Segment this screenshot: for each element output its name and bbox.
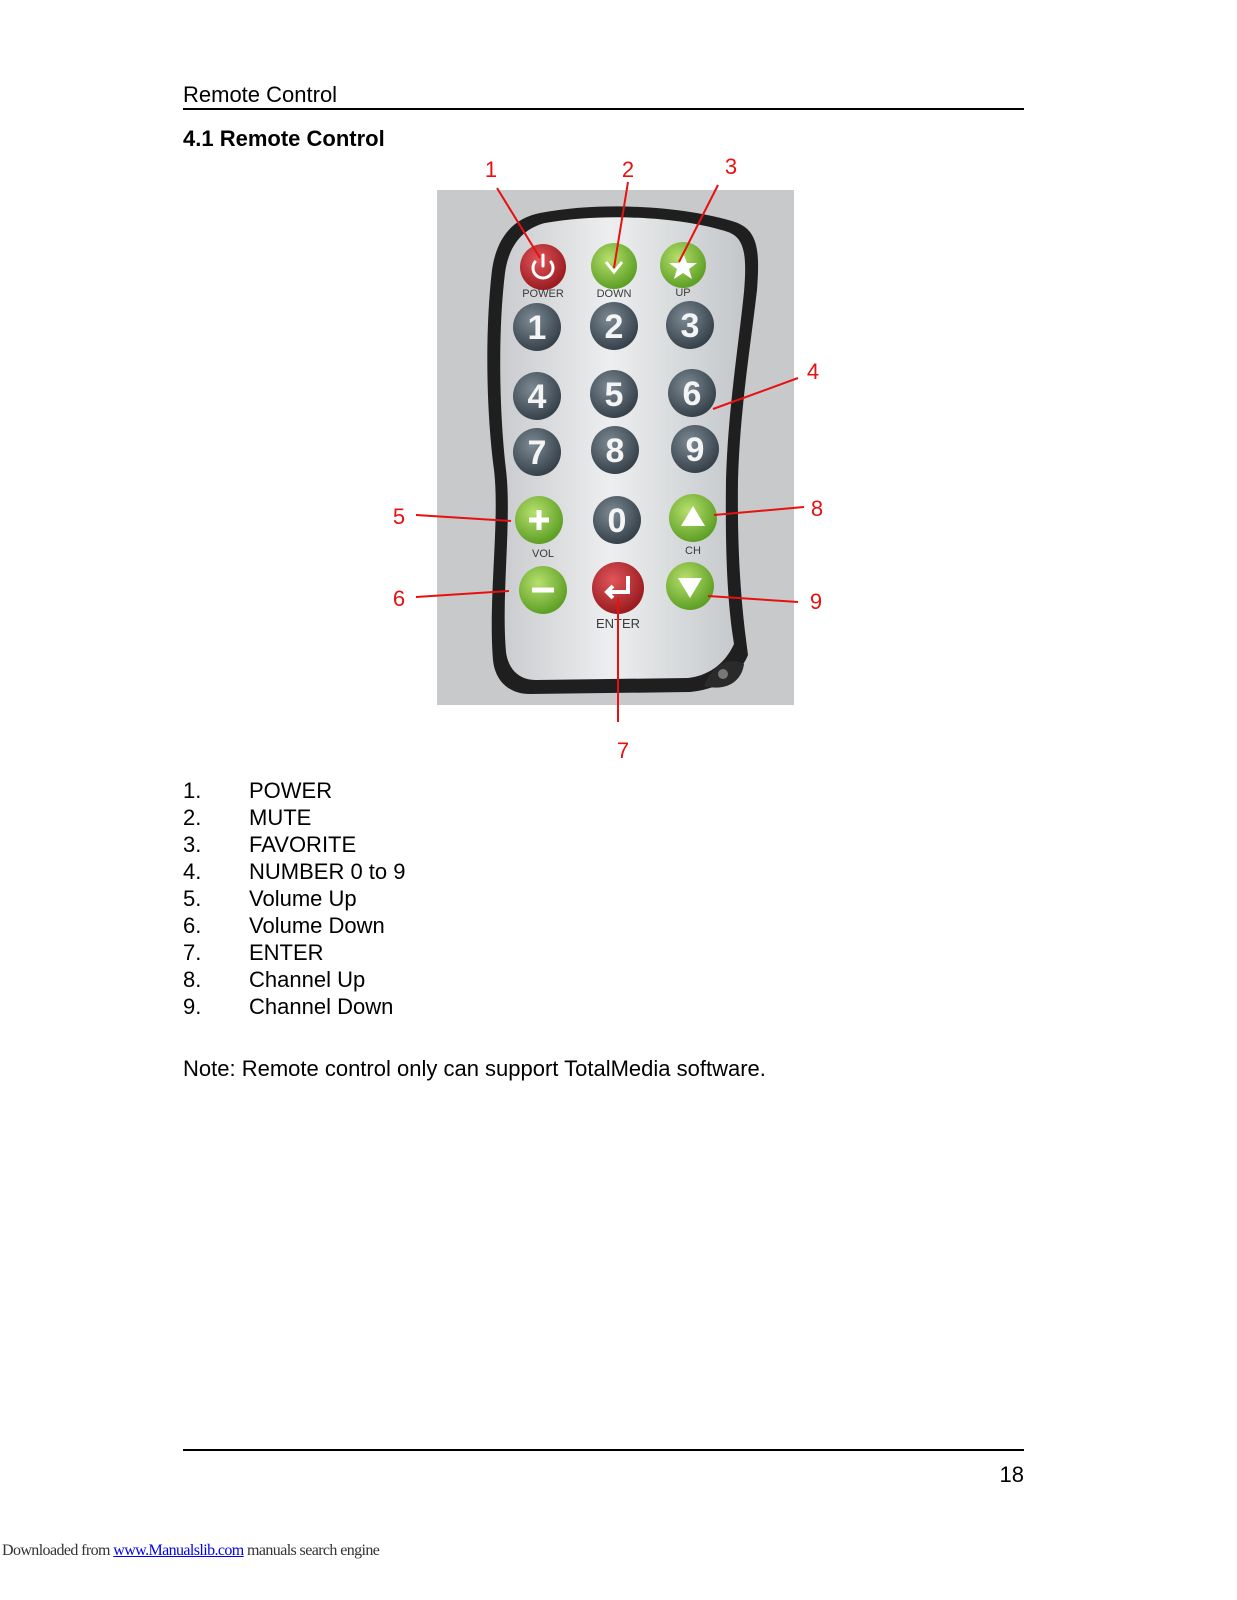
legend-item-text: MUTE bbox=[249, 805, 312, 830]
callout-3: 3 bbox=[724, 154, 738, 179]
lanyard-hole-inner bbox=[718, 669, 728, 679]
svg-text:9: 9 bbox=[685, 431, 705, 469]
legend-item-text: FAVORITE bbox=[249, 832, 357, 857]
svg-text:3: 3 bbox=[680, 307, 700, 345]
callout-7: 7 bbox=[616, 738, 630, 763]
up-button bbox=[660, 242, 706, 288]
legend-item-number: 6. bbox=[183, 913, 202, 938]
callout-6: 6 bbox=[392, 586, 406, 611]
legend-item-number: 9. bbox=[183, 994, 202, 1019]
svg-text:7: 7 bbox=[527, 434, 547, 472]
legend-item bbox=[183, 804, 406, 831]
channel-up-button bbox=[669, 494, 717, 542]
legend-item-text: Volume Down bbox=[249, 913, 385, 938]
legend-item bbox=[183, 777, 406, 804]
digit-button-1 bbox=[513, 303, 561, 351]
legend-item-number: 7. bbox=[183, 940, 202, 965]
svg-text:8: 8 bbox=[605, 432, 625, 470]
manualslib-link[interactable]: www.Manualslib.com bbox=[113, 1542, 244, 1559]
channel-down-button bbox=[666, 562, 714, 610]
download-suffix: manuals search engine bbox=[243, 1542, 380, 1559]
digit-button-8 bbox=[591, 426, 639, 474]
svg-text:0: 0 bbox=[607, 502, 627, 540]
note-text: Note: Remote control only can support TotalMedia software. bbox=[183, 1056, 766, 1081]
download-attribution bbox=[2, 1542, 379, 1560]
legend-item-number: 3. bbox=[183, 832, 202, 857]
legend-item bbox=[183, 912, 406, 939]
legend-item-text: NUMBER 0 to 9 bbox=[249, 859, 406, 884]
digit-button-4 bbox=[513, 372, 561, 420]
legend-item-number: 1. bbox=[183, 778, 202, 803]
callout-1: 1 bbox=[484, 157, 498, 182]
volume-up-button bbox=[515, 496, 563, 544]
callout-9: 9 bbox=[809, 589, 823, 614]
download-prefix: Downloaded from bbox=[2, 1542, 114, 1559]
down-label: DOWN bbox=[596, 288, 632, 300]
digit-button-0 bbox=[593, 496, 641, 544]
svg-text:1: 1 bbox=[527, 309, 547, 347]
legend-item bbox=[183, 939, 406, 966]
svg-text:6: 6 bbox=[682, 375, 702, 413]
digit-button-7 bbox=[513, 428, 561, 476]
legend-item-text: ENTER bbox=[249, 940, 324, 965]
svg-text:5: 5 bbox=[604, 376, 624, 414]
legend-item bbox=[183, 885, 406, 912]
volume-down-button bbox=[519, 566, 567, 614]
legend-item-number: 2. bbox=[183, 805, 202, 830]
callout-2: 2 bbox=[621, 157, 635, 182]
legend-item-text: Volume Up bbox=[249, 886, 357, 911]
section-title: 4.1 Remote Control bbox=[183, 126, 385, 151]
callout-4: 4 bbox=[806, 359, 820, 384]
legend-item-number: 5. bbox=[183, 886, 202, 911]
legend-item-number: 4. bbox=[183, 859, 202, 884]
legend-item bbox=[183, 966, 406, 993]
callout-5: 5 bbox=[392, 504, 406, 529]
page-number: 18 bbox=[999, 1462, 1024, 1487]
running-header: Remote Control bbox=[183, 82, 338, 107]
legend-item-text: Channel Down bbox=[249, 994, 394, 1019]
legend-item-number: 8. bbox=[183, 967, 202, 992]
legend-list bbox=[183, 777, 406, 1020]
digit-button-2 bbox=[590, 302, 638, 350]
legend-item-text: Channel Up bbox=[249, 967, 366, 992]
digit-button-3 bbox=[666, 301, 714, 349]
ch-label: CH bbox=[685, 545, 701, 557]
svg-text:4: 4 bbox=[527, 378, 547, 416]
legend-item-text: POWER bbox=[249, 778, 333, 803]
digit-button-9 bbox=[671, 425, 719, 473]
power-label: POWER bbox=[522, 288, 564, 300]
svg-text:2: 2 bbox=[604, 308, 624, 346]
digit-button-6 bbox=[668, 369, 716, 417]
up-label: UP bbox=[675, 287, 691, 299]
legend-item bbox=[183, 993, 406, 1020]
callout-8: 8 bbox=[810, 496, 824, 521]
enter-label: ENTER bbox=[595, 616, 641, 631]
footer-rule bbox=[183, 1449, 1024, 1451]
vol-label: VOL bbox=[531, 548, 555, 560]
legend-item bbox=[183, 831, 406, 858]
digit-button-5 bbox=[590, 370, 638, 418]
power-button bbox=[520, 244, 566, 290]
legend-item bbox=[183, 858, 406, 885]
